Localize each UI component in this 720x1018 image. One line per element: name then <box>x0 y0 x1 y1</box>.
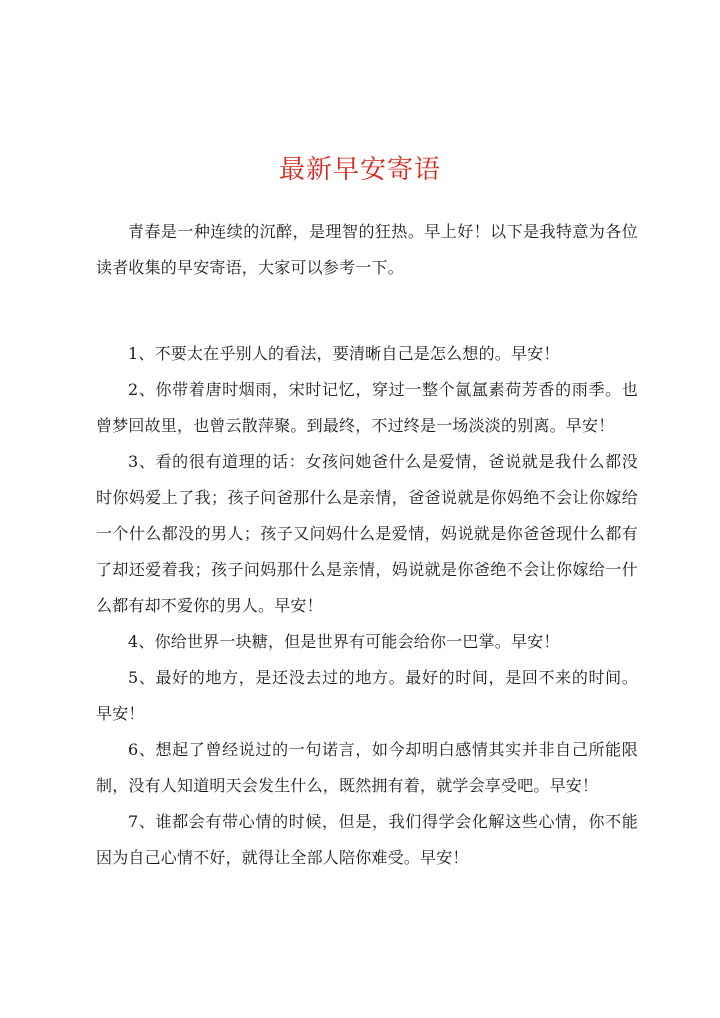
intro-paragraph: 青春是一种连续的沉醉，是理智的狂热。早上好！以下是我特意为各位读者收集的早安寄语，大家可以参考一下。 <box>96 222 638 277</box>
page-title: 最新早安寄语 <box>278 155 441 185</box>
document-body <box>96 214 638 876</box>
list-item: 1、不要太在乎别人的看法，要清晰自己是怎么想的。早安！ <box>128 344 560 363</box>
list-item: 5、最好的地方，是还没去过的地方。最好的时间，是回不来的时间。早安！ <box>96 668 638 723</box>
list-item: 3、看的很有道理的话：女孩问她爸什么是爱情，爸说就是我什么都没时你妈爱上了我；孩子问爸那什么是亲情，爸爸说就是你妈绝不会让你嫁给一个什么都没的男人；孩子又问妈什么是爱情，妈说就是你爸爸现什么都有了却还爱着我；孩子问妈那什么是亲情，妈说就是你爸绝不会让你嫁给一什么都有却不爱你的男人。早安！ <box>96 452 638 615</box>
list-item: 7、谁都会有带心情的时候，但是，我们得学会化解这些心情，你不能因为自己心情不好，就得让全部人陪你难受。早安！ <box>96 812 638 867</box>
list-item: 4、你给世界一块糖，但是世界有可能会给你一巴掌。早安！ <box>128 632 560 651</box>
section-spacer <box>96 286 638 336</box>
list-item: 6、想起了曾经说过的一句诺言，如今却明白感情其实并非自己所能限制，没有人知道明天会发生什么，既然拥有着，就学会享受吧。早安！ <box>96 740 638 795</box>
list-item: 2、你带着唐时烟雨，宋时记忆，穿过一整个氤氲素荷芳香的雨季。也曾梦回故里，也曾云散萍聚。到最终，不过终是一场淡淡的别离。早安！ <box>96 380 638 435</box>
